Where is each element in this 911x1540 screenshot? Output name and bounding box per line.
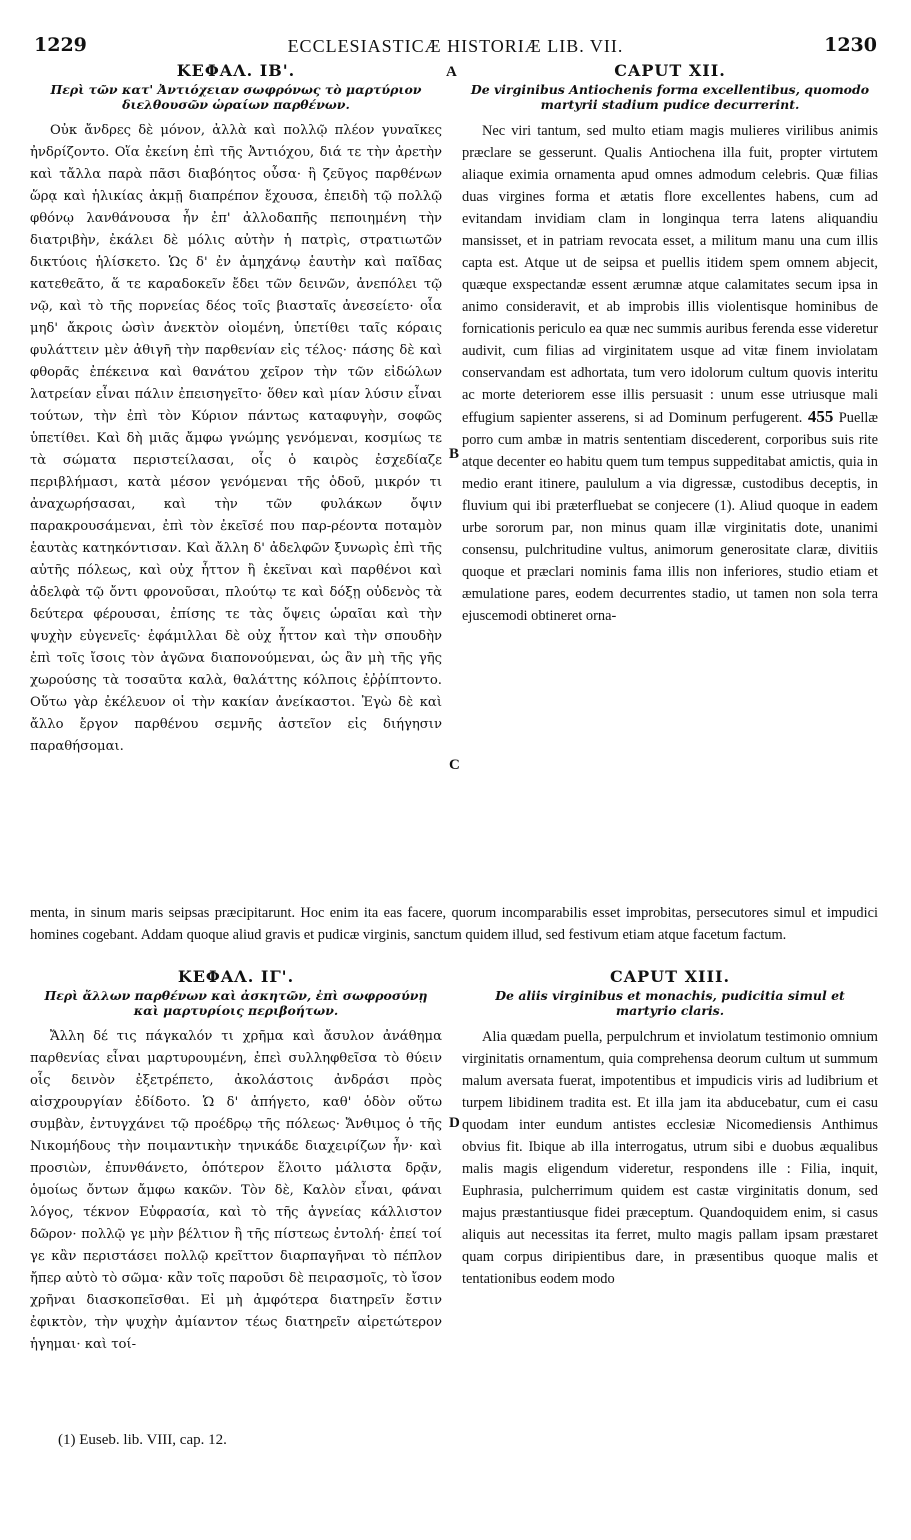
running-title: ECCLESIASTICÆ HISTORIÆ LIB. VII. <box>287 36 624 56</box>
margin-letter-a: A <box>446 64 457 80</box>
chapter12-latin-text-2: Puellæ porro cum ambæ in matris sententiam discederent, corporibus suis rite atque decenter eo habitu quem tum tempus suppeditabat amictis, quia in medio erant itinere, paululum a via digressæ, custodibus deceptis, in fluvium qui ibi præterfluebat se conjecere (1). Aliud quoque in eadem urbe sororum par, non minus quam illæ virginitatis dote, unanimi consensu, pulchritudine vultus, animorum generositate claræ, divitiis quoque et præclari nominis fama illis non inferiores, studio etiam et æmulatione pares, eodem decurrentes stadio, ut tamen non sola terra ejuscemodi obtineret orna- <box>462 410 878 624</box>
running-head <box>30 34 881 60</box>
chapter12-greek-heading: ΚΕΦΑΛ. ΙΒ'. <box>176 62 296 80</box>
chapter13-greek-heading: ΚΕΦΑΛ. ΙΓ'. <box>177 968 295 986</box>
chapter12-latin-subtitle: De virginibus Antiochenis forma excellentibus, quomodo martyrii stadium pudice decurrerint. <box>470 82 870 112</box>
chapter13-greek-subtitle: Περὶ ἄλλων παρθένων καὶ ἀσκητῶν, ἐπὶ σωφροσύνῃ καὶ μαρτυρίοις περιβοήτων. <box>44 988 428 1018</box>
chapter13-greek-text: Ἄλλη δέ τις πάγκαλόν τι χρῆμα καὶ ἄσυλον ἀνάθημα παρθενίας εἶναι μαρτυρουμένη, ἐπεὶ συλληφθεῖσα τὸ θύειν οἷς δεινὸν ἐξετρέπετο, ἀκολάστοις ἀνδράσι πρὸς αἰσχρουργίαν ἐδίδοτο. Ὡ δ' ἀπήγετο, καθ' ὁδὸν οὕτω συμβὰν, ἐντυγχάνει τῷ προέδρῳ τῆς πόλεως· Ἄνθιμος ὁ τῆς Νικομήδους τὴν ποιμαντικὴν τηνικάδε διαχειρίζων ἦν· καὶ προσιὼν, ἐπυνθάνετο, ὁπότερον ἕλοιτο μάλιστα δρᾷν, ὁμοίως ὄντων ἄμφω κακῶν. Τὸν δὲ, Καλὸν εἶναι, φάναι λόγος, τέκνον Εὐφρασία, καὶ τὸ τῆς ἁγνείας κάλλιστον δῶρον· πολλῷ γε μὴν βέλτιον ἢ τῆς πίστεως ἐντολή· ἐπεί τοί γε κἂν περιστάσει πολλῷ κρεῖττον διαρπαγῆναι τὸ πέπλον ἤπερ αὐτὸ τὸ σῶμα· κἂν τοῖς παροῦσι δὲ πειρασμοῖς, τὸ ἴσον χρῆναι διασκοπεῖσθαι. Εἰ μὴ ἀμφότερα διατηρεῖν ἔστιν ἐφικτὸν, τὴν ψυχὴν ἀμίαντον τέως διατηρεῖν αἱρετώτερον ἡγημαι· καὶ τοί- <box>30 1029 442 1352</box>
footnote: (1) Euseb. lib. VIII, cap. 12. <box>58 1432 227 1448</box>
column-number: 455 <box>807 407 834 426</box>
margin-letter-d: D <box>449 1115 460 1131</box>
page-number-right: 1230 <box>824 34 877 56</box>
chapter13-latin-column <box>462 968 878 1424</box>
margin-letter-b: B <box>449 446 460 462</box>
chapter12-latin-text-1: Nec viri tantum, sed multo etiam magis mulieres virilibus animis præclare se gesserunt. Qualis Antiochena illa fuit, propter virtutem aliaque eximia ornamenta apud omnes admodum celebris. Quæ filias duas virgines forma et ætatis flore excellentes habens, cum ad evitandam invidiam clam in longinqua terra latens aliquandiu mansisset, et in patriam revocata esset, a militum manu una cum illis capta est. Atque ut de seipsa et puellis itidem spem omnem abjecit, quæque exspectandæ essent ærumnæ atque calamitates secum ipsa in animo consideravit, et ab improbis illis violentisque hominibus de fornicationis periculo ea quæ nec summis auribus ferenda esse videretur audivit, cum filias ad virginitatem usque ad vitæ finem inviolatam conservandam est adhortata, tum vero idolorum cultum quovis interitu ac morte deteriorem esse illis persuasit : unum esse utriusque mali effugium sapienter asserens, si ad Dominum perfugerent. <box>462 123 878 426</box>
chapter13-latin-text: Alia quædam puella, perpulchrum et inviolatum testimonio omnium virginitatis ornamentum, quia comprehensa deorum cultum ut summum malum aversata fuerat, impotentibus et impudicis viris ad ludibrium et turpem libidinem tradita est. Et illa jam ita abducebatur, cum ei casu quodam inter eundum antistes ecclesiæ Nicomediensis Anthimus obvius fit. Ibique ab illa interrogatus, utrum sibi e duobus æqualibus malis magis eligendum videretur, respondens ille : Filia, inquit, Euphrasia, pulcherrimum quidem est castæ virginitatis donum, sed majus præstantiusque fidei præceptum. Quandoquidem enim, si casus aliquis aut necessitas ita ferret, multo magis pallam ipsam præstaret quam corpus diripientibus dare, in præsentibus quoque malis et tentationibus eodem modo <box>462 1029 878 1287</box>
chapter12-greek-text: Οὐκ ἄνδρες δὲ μόνον, ἀλλὰ καὶ πολλῷ πλέον γυναῖκες ἠνδρίζοντο. Οἵα ἐκείνη ἐπὶ τῆς Ἀντιόχου, διά τε τὴν ἀρετὴν καὶ τἄλλα παρὰ πᾶσι διαβόητος οὖσα· ἣ ζεῦγος παρθένων ὥρᾳ καὶ ἡλικίας ἀκμῇ διαπρέπον ἔχουσα, ἐπειδὴ τῷ πολλῷ φθόνῳ λανθάνουσα ἦν ἐπ' ἀλλοδαπῆς πεποιημένη τὴν διατριβὴν, ἐκάλει δὲ μόλις αὐτὴν ἡ πατρὶς, στρατιωτῶν δικτύοις ἡλίσκετο. Ὡς δ' ἐν ἀμηχάνῳ ἑαυτὴν καὶ παῖδας κατεθεᾶτο, ἅ τε καραδοκεῖν ἔδει τῶν δεινῶν, ἀνεπόλει τῷ νῷ, καὶ τὸ τῆς πορνείας δέος τοῖς βιασταῖς ἀνεσείετο· οἷα μηδ' ἄκροις ὠσὶν ἀνεκτὸν οἰομένη, ὑπετίθει ταῖς κόραις φυλάττειν μὲν ἀθιγῆ τὴν παρθενίαν εἰς τέλος· πάσης δὲ καὶ φθορᾶς ἐπέκεινα καὶ θανάτου χεῖρον τὴν τῶν εἰδώλων λατρείαν εἶναι πάλιν ἐπεισηγεῖτο· ὅθεν καὶ μίαν λύσιν εἶναι τούτων, τὴν ἐπὶ τὸν Κύριον πάντως καταφυγὴν, σοφῶς ὑπετίθει. Καὶ δὴ μιᾶς ἄμφω γνώμης γενόμεναι, κοσμίως τε τὰ σώματα περιστείλασαι, οἷς ὁ καιρὸς ἐσχεδίαζε περιβλήμασι, κατὰ μέσον γενόμεναι τῆς ὁδοῦ, μικρόν τι ἀναχωρήσασαι, καὶ τὴν τῶν φυλάκων ὄψιν παρακρουσάμεναι, ἐπὶ τὸν ἐκεῖσέ που παρ-ρέοντα ποταμὸν ἑαυτὰς κατηκόντισαν. Καὶ ἄλλη δ' ἀδελφῶν ξυνωρὶς ἐπὶ τῆς αὐτῆς πόλεως, καὶ οὐχ ἧττον ἢ ἐκεῖναι καὶ παρθένοι καὶ ἀδελφὰ τῷ ὄντι φρονοῦσαι, πλούτῳ τε καὶ δόξῃ οὐδενὸς τὰ δεύτερα φέρουσαι, ἐπίσης τε τὰς ὄψεις ὡραῖαι καὶ τὴν ψυχὴν εὐγενεῖς· ἐφάμιλλαι δὲ οὐχ ἧττον καὶ τὴν σπουδὴν ἐπὶ τοῖς ἴσοις τὸν ἀγῶνα διαπονούμεναι, ὡς ἂν μὴ τῆς γῆς χωρούσης τὰ τοσαῦτα καλὰ, θαλάττης κόλποις ἐῤῥίπτοντο. Οὕτω γὰρ ἐκέλευον οἱ τὴν κακίαν ἀνείκαστοι. Ἐγὼ δὲ καὶ ἄλλο ἔργον παρθένου σεμνῆς ἀστεῖον εἰς διήγησιν παραθήσομαι. <box>30 123 442 754</box>
chapter12-latin-column <box>462 62 878 902</box>
chapter12-greek-column <box>30 62 442 902</box>
chapter12-latin-continuation: menta, in sinum maris seipsas præcipitarunt. Hoc enim ita eas facere, quorum incomparabilis esset improbitas, persecutores simul et impudici homines cogebant. Addam quoque aliud gravis et pudicæ virginis, sanctum quidem illud, sed festivum etiam atque facetum factum. <box>30 905 878 943</box>
chapter12-latin-heading: CAPUT XII. <box>614 62 726 80</box>
chapter13-latin-subtitle: De aliis virginibus et monachis, pudicitia simul et martyrio claris. <box>495 988 845 1018</box>
chapter12-latin-text <box>462 120 878 627</box>
chapter13-greek-column <box>30 968 442 1424</box>
page-number-left: 1229 <box>34 34 87 56</box>
margin-letter-c: C <box>449 757 460 773</box>
chapter12-greek-subtitle: Περὶ τῶν κατ' Ἀντιόχειαν σωφρόνως τὸ μαρτύριον διελθουσῶν ὡραίων παρθένων. <box>50 82 422 112</box>
chapter13-latin-heading: CAPUT XIII. <box>609 968 731 986</box>
